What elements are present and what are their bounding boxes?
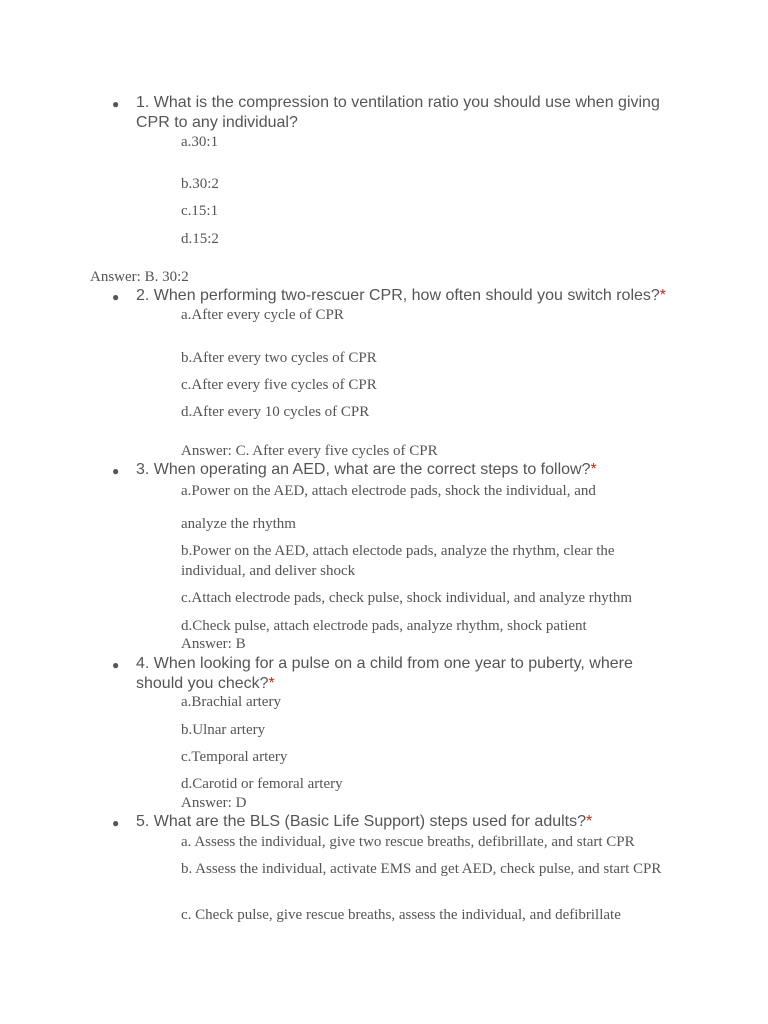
required-asterisk: * [590, 461, 597, 478]
question-3-option-d: d.Check pulse, attach electrode pads, analyze rhythm, shock patient [181, 618, 587, 634]
question-1-option-d: d.15:2 [181, 231, 219, 247]
bullet-icon: ● [112, 658, 120, 672]
required-asterisk: * [586, 813, 593, 830]
required-asterisk: * [268, 675, 275, 692]
question-4-option-a: a.Brachial artery [181, 694, 281, 710]
question-3-option-c: c.Attach electrode pads, check pulse, shock individual, and analyze rhythm [181, 590, 633, 606]
question-4-option-c: c.Temporal artery [181, 749, 288, 765]
question-2-option-c: c.After every five cycles of CPR [181, 377, 377, 393]
question-3-option-a: a.Power on the AED, attach electrode pads, shock the individual, and [181, 483, 596, 499]
bullet-icon: ● [112, 816, 120, 830]
question-1-answer: Answer: B. 30:2 [90, 269, 189, 285]
bullet-icon: ● [112, 290, 120, 304]
question-1: 1. What is the compression to ventilation ratio you should use when giving CPR to any individual? [136, 94, 660, 131]
required-asterisk: * [659, 287, 667, 304]
question-2-option-d: d.After every 10 cycles of CPR [181, 404, 370, 420]
question-3: 3. When operating an AED, what are the correct steps to follow?* [136, 461, 597, 478]
question-1-option-a: a.30:1 [181, 134, 219, 150]
question-1-option-b: b.30:2 [181, 176, 219, 192]
question-4-answer: Answer: D [181, 795, 247, 811]
question-3-option-a-continued: analyze the rhythm [181, 516, 296, 532]
bullet-icon: ● [112, 97, 120, 111]
question-2-option-a: a.After every cycle of CPR [181, 307, 344, 323]
question-5: 5. What are the BLS (Basic Life Support) steps used for adults?* [136, 813, 593, 830]
question-2-answer: Answer: C. After every five cycles of CPR [181, 443, 438, 459]
bullet-icon: ● [112, 464, 120, 478]
question-2: 2. When performing two-rescuer CPR, how often should you switch roles?* [136, 287, 667, 304]
question-5-option-a: a. Assess the individual, give two rescue breaths, defibrillate, and start CPR [181, 834, 635, 850]
question-3-option-b: b.Power on the AED, attach electode pads, analyze the rhythm, clear the individual, and deliver shock [181, 543, 615, 579]
question-3-answer: Answer: B [181, 636, 246, 652]
question-4: 4. When looking for a pulse on a child from one year to puberty, where should you check?* [136, 655, 633, 692]
question-2-option-b: b.After every two cycles of CPR [181, 350, 377, 366]
question-4-option-d: d.Carotid or femoral artery [181, 776, 343, 792]
question-5-option-b: b. Assess the individual, activate EMS and get AED, check pulse, and start CPR [181, 861, 662, 877]
question-5-option-c: c. Check pulse, give rescue breaths, assess the individual, and defibrillate [181, 907, 621, 923]
question-4-option-b: b.Ulnar artery [181, 722, 266, 738]
question-1-option-c: c.15:1 [181, 203, 219, 219]
